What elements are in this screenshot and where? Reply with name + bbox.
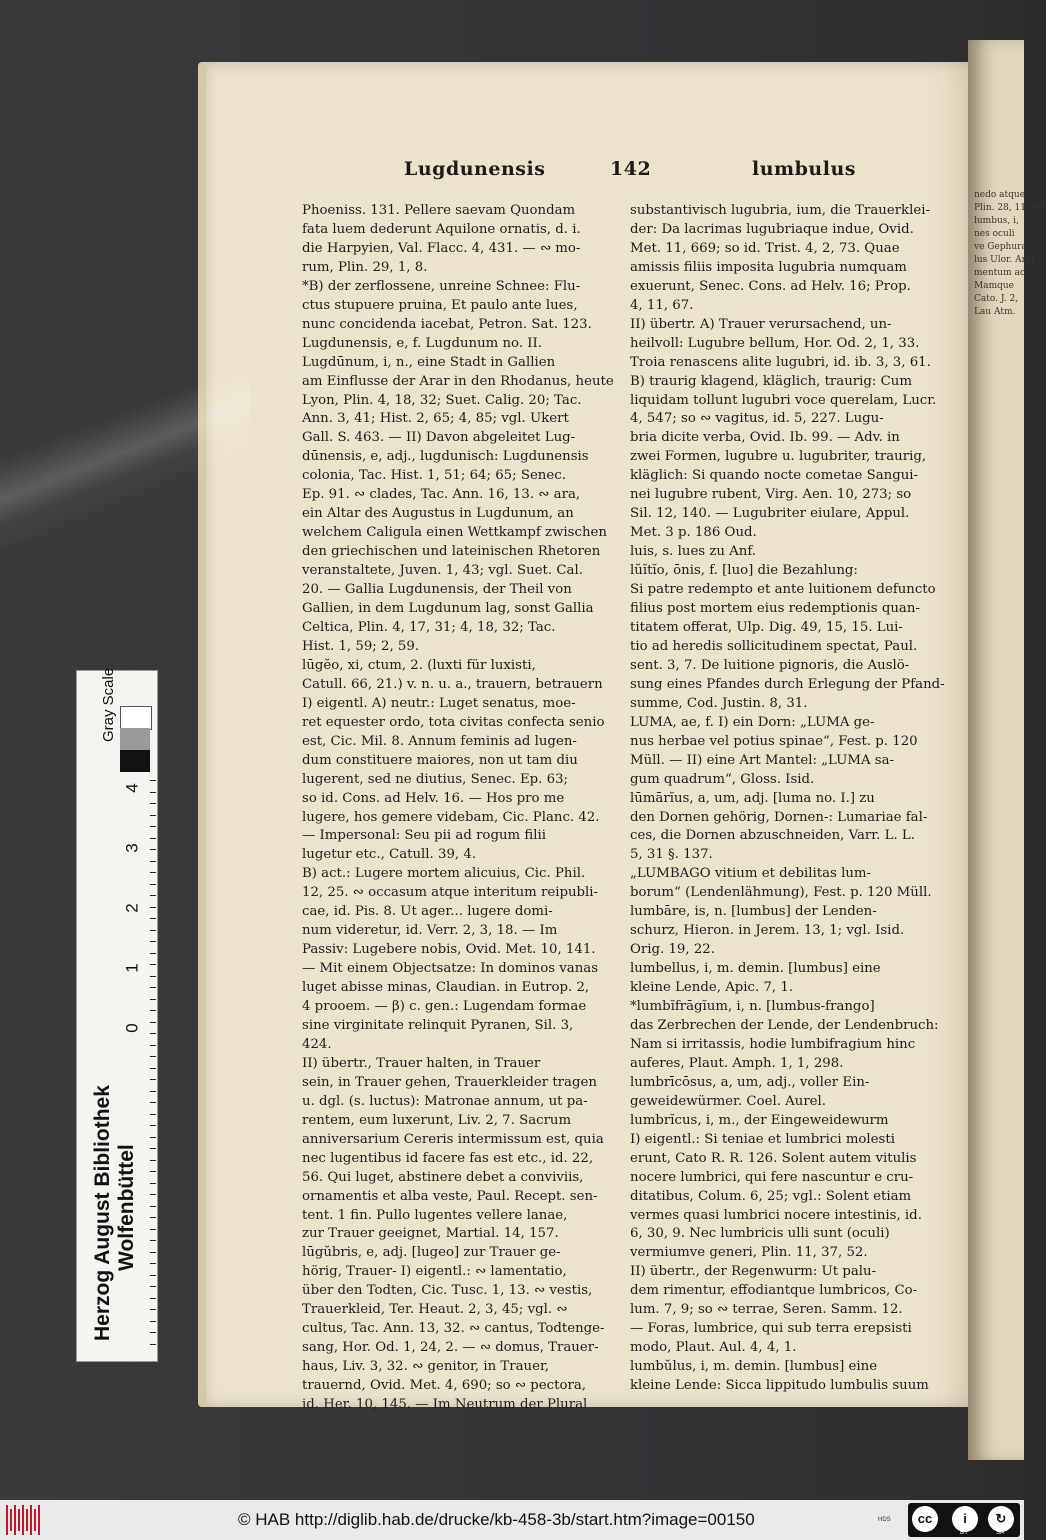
text-line: tent. 1 fin. Pullo lugentes vellere lanae,	[302, 1207, 568, 1223]
text-line: haus, Liv. 3, 32. ∾ genitor, in Trauer,	[302, 1359, 550, 1375]
text-line: Nam si irritassis, hodie lumbifragium hinc	[630, 1036, 916, 1052]
text-line: Lugdūnum, i, n., eine Stadt in Gallien	[302, 354, 556, 370]
text-line: num videretur, id. Verr. 2, 3, 18. — Im	[302, 923, 558, 939]
text-line: II) übertr. A) Trauer verursachend, un-	[630, 316, 892, 332]
ruler-tick	[150, 1252, 156, 1253]
text-line: B) act.: Lugere mortem alicuius, Cic. Phil.	[302, 866, 586, 882]
ruler-tick	[150, 1056, 156, 1057]
hab-logo-bar	[6, 1505, 8, 1535]
text-line: trauernd, Ovid. Met. 4, 690; so ∾ pectora,	[302, 1378, 586, 1394]
text-line: lūmārĭus, a, um, adj. [luma no. I.] zu	[630, 790, 875, 806]
ruler-tick	[150, 1022, 156, 1023]
text-line: hörig, Trauer- I) eigentl.: ∾ lamentatio,	[302, 1264, 567, 1280]
ruler-tick	[150, 1068, 156, 1069]
ruler-tick	[150, 1102, 156, 1103]
text-line: veranstaltete, Juven. 1, 43; vgl. Suet. Cal.	[302, 563, 583, 579]
adjacent-page-fragment: nedo atque	[974, 190, 1026, 200]
cc-sa-label: SA	[996, 1530, 1005, 1536]
text-line: 56. Qui luget, abstinere debet a conviviis,	[302, 1169, 584, 1185]
text-line: Sil. 12, 140. — Lugubriter eiulare, Appul.	[630, 506, 910, 522]
ruler-tick	[150, 907, 156, 908]
text-line: 4, 547; so ∾ vagitus, id. 5, 227. Lugu-	[630, 411, 884, 427]
ruler-tick	[150, 1286, 156, 1287]
text-line: est, Cic. Mil. 8. Annum feminis ad lugen-	[302, 733, 577, 749]
text-line: ret equester ordo, tota civitas confecta senio	[302, 714, 605, 730]
text-line: 424.	[302, 1036, 332, 1052]
text-line: sine virginitate relinquit Pyranen, Sil. 3,	[302, 1017, 574, 1033]
ruler-tick	[150, 815, 156, 816]
text-line: rentem, eum luxerunt, Liv. 2, 7. Sacrum	[302, 1112, 572, 1128]
ruler-tick	[150, 1114, 156, 1115]
adjacent-page-fragment: Lau Atm.	[974, 307, 1016, 317]
text-line: sein, in Trauer gehen, Trauerkleider tragen	[302, 1074, 597, 1090]
text-line: schurz, Hieron. in Jerem. 13, 1; vgl. Isid.	[630, 923, 905, 939]
ruler-tick	[150, 826, 156, 827]
footer-url[interactable]: © HAB http://diglib.hab.de/drucke/kb-458-3b/start.htm?image=00150	[238, 1510, 755, 1529]
adjacent-page-fragment: lumbus, i,	[974, 216, 1019, 226]
ruler-tick	[150, 780, 156, 781]
text-line: der: Da lacrimas lugubriaque indue, Ovid.	[630, 221, 914, 237]
text-line: nunc concidenda iacebat, Petron. Sat. 123.	[302, 316, 592, 332]
text-line: luget abisse minas, Claudian. in Eutrop. 2,	[302, 980, 590, 996]
adjacent-page	[968, 40, 1046, 1460]
text-line: — Foras, lumbrice, qui sub terra erepsisti	[630, 1321, 912, 1337]
ruler-tick	[150, 1183, 156, 1184]
text-line: colonia, Tac. Hist. 1, 51; 64; 65; Senec.	[302, 468, 566, 484]
text-line: Phoeniss. 131. Pellere saevam Quondam	[302, 203, 576, 218]
hab-logo-bar	[38, 1505, 40, 1535]
cc-by-label: BY	[960, 1530, 969, 1536]
ruler-tick	[150, 861, 156, 862]
ruler-number: 1	[122, 963, 142, 973]
hab-logo-icon	[6, 1505, 42, 1535]
ruler-tick	[150, 1217, 156, 1218]
text-line: Passiv: Lugebere nobis, Ovid. Met. 10, 141.	[302, 942, 596, 958]
text-line: auferes, Plaut. Amph. 1, 1, 298.	[630, 1055, 844, 1071]
ruler-tick	[150, 1171, 156, 1172]
text-line: welchem Caligula einen Wettkampf zwischen	[302, 525, 607, 541]
text-line: das Zerbrechen der Lende, der Lendenbruch:	[630, 1017, 939, 1033]
ruler-tick	[150, 987, 156, 988]
text-line: Lyon, Plin. 4, 18, 32; Suet. Calig. 20; Tac.	[302, 392, 582, 408]
text-line: 12, 25. ∾ occasum atque interitum reipubli-	[302, 885, 599, 901]
adjacent-page-fragment: Plin. 28, 11, 47;	[974, 203, 1046, 213]
text-line: *B) der zerflossene, unreine Schnee: Flu-	[302, 278, 581, 294]
text-line: I) eigentl. A) neutr.: Luget senatus, moe-	[302, 695, 576, 711]
text-line: amissis filiis imposita lugubria numquam	[630, 259, 907, 275]
hab-logo-bar	[30, 1505, 32, 1535]
text-line: Gall. S. 463. — II) Davon abgeleitet Lug-	[302, 430, 576, 446]
text-line: titatem offerat, Ulp. Dig. 49, 15, 15. Lui-	[630, 619, 903, 635]
text-line: B) traurig klagend, kläglich, traurig: Cum	[630, 373, 912, 389]
text-line: Troia renascens alite lugubri, id. ib. 3, 3, 61.	[630, 354, 931, 370]
text-line: modo, Plaut. Aul. 4, 4, 1.	[630, 1340, 797, 1356]
text-line: exuerunt, Senec. Cons. ad Helv. 16; Prop.	[630, 278, 911, 294]
text-line: „LUMBAGO vitium et debilitas lum-	[630, 866, 872, 882]
text-line: Si patre redempto et ante luitionem defuncto	[630, 582, 936, 598]
ruler-tick	[150, 1045, 156, 1046]
ruler-tick	[150, 953, 156, 954]
ruler-tick	[150, 849, 156, 850]
text-line: kleine Lende, Apic. 7, 1.	[630, 980, 794, 996]
text-line: *lumbĭfrāgĭum, i, n. [lumbus-frango]	[630, 999, 875, 1015]
right-text-column	[630, 202, 945, 1396]
text-line: kleine Lende: Sicca lippitudo lumbulis suum	[630, 1378, 929, 1394]
running-head-left: Lugdunensis	[404, 158, 546, 180]
text-line: II) übertr., Trauer halten, in Trauer	[302, 1055, 541, 1071]
text-line: Müll. — II) eine Art Mantel: „LUMA sa-	[630, 752, 895, 768]
text-line: nei lugubre rubent, Virg. Aen. 10, 273; so	[630, 487, 912, 503]
text-line: 20. — Gallia Lugdunensis, der Theil von	[302, 582, 572, 598]
text-line: substantivisch lugubria, ium, die Trauerklei-	[630, 203, 930, 218]
hab-logo-bar	[10, 1509, 12, 1531]
ruler-tick	[150, 1137, 156, 1138]
page-number: 142	[610, 158, 652, 180]
ruler-tick	[150, 1148, 156, 1149]
ruler-brand-line2: Wolfenbüttel	[115, 1144, 138, 1271]
text-line: die Harpyien, Val. Flacc. 4, 431. — ∾ mo-	[302, 240, 581, 256]
text-line: Catull. 66, 21.) v. n. u. a., trauern, betrauern	[302, 676, 603, 692]
text-line: Celtica, Plin. 4, 17, 31; 4, 18, 32; Tac.	[302, 619, 556, 635]
ruler-tick	[150, 884, 156, 885]
adjacent-page-fragment: lus Ulor. Arat	[974, 255, 1035, 265]
ruler-tick	[150, 1332, 156, 1333]
text-line: lum. 7, 9; so ∾ terrae, Seren. Samm. 12.	[630, 1302, 903, 1318]
ruler-tick	[150, 1344, 156, 1345]
text-line: borum“ (Lendenlähmung), Fest. p. 120 Müll.	[630, 885, 932, 901]
gray-swatch-white	[120, 706, 152, 730]
text-line: lūgĕo, xi, ctum, 2. (luxti für luxisti,	[302, 657, 536, 673]
ruler-tick	[150, 999, 156, 1000]
adjacent-page-fragment: ve Gephura	[974, 242, 1027, 252]
ruler-tick	[150, 803, 156, 804]
text-line: rum, Plin. 29, 1, 8.	[302, 259, 428, 275]
ruler-number: 3	[122, 843, 142, 853]
ruler-tick	[150, 1125, 156, 1126]
ruler-number: 0	[122, 1023, 142, 1033]
text-line: Lugdunensis, e, f. Lugdunum no. II.	[302, 335, 543, 351]
text-line: nus herbae vel potius spinae“, Fest. p. 120	[630, 733, 918, 749]
ruler-tick	[150, 1275, 156, 1276]
ruler-tick	[150, 1160, 156, 1161]
text-line: dum constituere maiores, non ut tam diu	[302, 752, 578, 768]
text-line: lumbellus, i, m. demin. [lumbus] eine	[630, 961, 881, 977]
scale-ruler	[76, 667, 158, 1362]
text-line: Hist. 1, 59; 2, 59.	[302, 638, 420, 654]
hab-logo-bar	[34, 1509, 36, 1531]
text-line: lūgŭbris, e, adj. [lugeo] zur Trauer ge-	[302, 1245, 561, 1261]
hab-logo-bar	[18, 1509, 20, 1531]
ruler-tick	[150, 1240, 156, 1241]
text-line: — Mit einem Objectsatze: In dominos vanas	[302, 961, 599, 977]
ruler-tick	[150, 792, 156, 793]
text-line: nec lugentibus id facere fas est etc., id. 22,	[302, 1150, 594, 1166]
text-line: den griechischen und lateinischen Rhetoren	[302, 544, 601, 560]
ruler-number: 2	[122, 903, 142, 913]
text-line: luis, s. lues zu Anf.	[630, 544, 756, 560]
text-line: lugetur etc., Catull. 39, 4.	[302, 847, 477, 863]
adjacent-page-fragment: Cato. J. 2,	[974, 294, 1019, 304]
ruler-tick	[150, 964, 156, 965]
ruler-tick	[150, 1206, 156, 1207]
text-line: über den Todten, Cic. Tusc. 1, 13. ∾ vestis,	[302, 1283, 593, 1299]
text-line: vermiumve generi, Plin. 11, 37, 52.	[630, 1245, 868, 1261]
text-line: dūnensis, e, adj., lugdunisch: Lugdunensis	[302, 449, 589, 465]
ruler-tick	[150, 895, 156, 896]
text-line: geweidewürmer. Coel. Aurel.	[630, 1093, 827, 1109]
text-line: Met. 11, 669; so id. Trist. 4, 2, 73. Quae	[630, 240, 900, 256]
text-line: LUMA, ae, f. I) ein Dorn: „LUMA ge-	[630, 714, 875, 730]
text-line: sung eines Pfandes durch Erlegung der Pfand-	[630, 676, 945, 692]
text-line: ditatibus, Colum. 6, 25; vgl.: Solent etiam	[630, 1188, 912, 1204]
text-line: ein Altar des Augustus in Lugdunum, an	[302, 506, 574, 522]
text-line: den Dornen gehörig, Dornen-: Lumariae fal-	[630, 809, 928, 825]
ruler-brand-line1: Herzog August Bibliothek	[91, 1085, 114, 1341]
text-line: sent. 3, 7. De luitione pignoris, die Auslö-	[630, 657, 910, 673]
text-line: Met. 3 p. 186 Oud.	[630, 525, 757, 541]
ruler-tick	[150, 1229, 156, 1230]
text-line: vermes quasi lumbrici nocere intestinis, id.	[630, 1207, 922, 1223]
text-line: zur Trauer geeignet, Martial. 14, 157.	[302, 1226, 559, 1242]
ruler-tick	[150, 918, 156, 919]
text-line: filius post mortem eius redemptionis quan-	[630, 601, 920, 617]
text-line: am Einflusse der Arar in den Rhodanus, heute	[302, 373, 614, 389]
text-line: summe, Cod. Justin. 8, 31.	[630, 695, 808, 711]
hab-logo-bar	[26, 1509, 28, 1531]
ruler-tick	[150, 976, 156, 977]
text-line: lumbāre, is, n. [lumbus] der Lenden-	[630, 904, 877, 920]
ruler-tick	[150, 1194, 156, 1195]
ruler-tick	[150, 1079, 156, 1080]
cc-icon: cc	[912, 1506, 938, 1532]
text-line: fata luem dederunt Aquilone ornatis, d. i.	[302, 221, 581, 237]
hab-logo-bar	[22, 1505, 24, 1535]
text-line: lumbŭlus, i, m. demin. [lumbus] eine	[630, 1359, 878, 1375]
text-line: so id. Cons. ad Helv. 16. — Hos pro me	[302, 790, 565, 806]
ruler-number: 4	[122, 783, 142, 793]
ruler-tick	[150, 1321, 156, 1322]
adjacent-page-fragment: Mamque	[974, 281, 1014, 291]
gray-swatch-black	[120, 750, 150, 772]
by-icon: i	[952, 1506, 978, 1532]
adjacent-page-fragment: mentum ac	[974, 268, 1025, 278]
text-line: Ann. 3, 41; Hist. 2, 65; 4, 85; vgl. Ukert	[302, 411, 569, 427]
text-line: 4 prooem. — β) c. gen.: Lugendam formae	[302, 999, 587, 1015]
text-line: nocere lumbrici, qui fere nascuntur e cru-	[630, 1169, 914, 1185]
text-line: ces, die Dornen abzuschneiden, Varr. L. L.	[630, 828, 915, 844]
text-line: II) übertr., der Regenwurm: Ut palu-	[630, 1264, 877, 1280]
gray-swatch-mid	[120, 728, 150, 750]
ruler-tick	[150, 1263, 156, 1264]
running-head-right: lumbulus	[752, 158, 856, 180]
text-line: Ep. 91. ∾ clades, Tac. Ann. 16, 13. ∾ ara,	[302, 487, 581, 503]
hab-logo-bar	[14, 1505, 16, 1535]
text-line: gum quadrum“, Gloss. Isid.	[630, 771, 815, 787]
text-line: bria dicite verba, Ovid. Ib. 99. — Adv. in	[630, 430, 900, 446]
ruler-tick	[150, 930, 156, 931]
text-line: kläglich: Si quando nocte cometae Sangui-	[630, 468, 919, 484]
gray-scale-label: Gray Scale	[100, 667, 117, 742]
ruler-tick	[150, 1309, 156, 1310]
adjacent-page-fragment: nes oculi	[974, 229, 1015, 239]
ruler-tick	[150, 941, 156, 942]
sa-icon: ↻	[988, 1506, 1014, 1532]
text-line: lŭĭtĭo, ōnis, f. [luo] die Bezahlung:	[630, 563, 858, 579]
text-line: liquidam tollunt lugubri voce querelam, Lucr.	[630, 392, 937, 408]
text-line: zwei Formen, lugubre u. lugubriter, traurig,	[630, 449, 927, 465]
ruler-tick	[150, 1298, 156, 1299]
text-line: — Impersonal: Seu pii ad rogum filii	[302, 828, 546, 844]
text-line: anniversarium Cereris intermissum est, quia	[302, 1131, 604, 1147]
ruler-brand	[83, 671, 141, 1361]
footer-small-label: HDS	[878, 1517, 891, 1523]
text-line: Orig. 19, 22.	[630, 942, 715, 958]
ruler-tick	[150, 1033, 156, 1034]
text-line: ctus stupuere pruina, Et paulo ante lues,	[302, 297, 578, 313]
text-line: u. dgl. (s. luctus): Matronae annum, ut pa-	[302, 1093, 588, 1109]
text-line: 4, 11, 67.	[630, 297, 694, 313]
text-line: lugere, hos gemere videbam, Cic. Planc. 42.	[302, 809, 600, 825]
text-line: ornamentis et alba veste, Paul. Recept. sen-	[302, 1188, 598, 1204]
left-text-column	[302, 202, 618, 1415]
text-line: tio ad heredis sollicitudinem spectat, Paul.	[630, 638, 918, 654]
text-line: I) eigentl.: Si teniae et lumbrici molesti	[630, 1131, 895, 1147]
text-line: lugerent, sed ne diutius, Senec. Ep. 63;	[302, 771, 569, 787]
text-line: Trauerkleid, Ter. Heaut. 2, 3, 45; vgl. ∾	[302, 1302, 568, 1318]
ruler-tick	[150, 872, 156, 873]
text-line: cae, id. Pis. 8. Ut ager... lugere domi-	[302, 904, 553, 920]
text-line: heilvoll: Lugubre bellum, Hor. Od. 2, 1, 33.	[630, 335, 920, 351]
ruler-tick	[150, 1010, 156, 1011]
text-line: erunt, Cato R. R. 126. Solent autem vitulis	[630, 1150, 917, 1166]
ruler-tick	[150, 838, 156, 839]
text-line: lumbrīcōsus, a, um, adj., voller Ein-	[630, 1074, 870, 1090]
ruler-tick	[150, 1091, 156, 1092]
text-line: sang, Hor. Od. 1, 24, 2. — ∾ domus, Trauer-	[302, 1340, 599, 1356]
text-line: cultus, Tac. Ann. 13, 32. ∾ cantus, Todtenge-	[302, 1321, 605, 1337]
text-line: Gallien, in dem Lugdunum lag, sonst Gallia	[302, 601, 594, 617]
footer-bar	[0, 1500, 1024, 1540]
cc-license-badge[interactable]	[908, 1503, 1020, 1537]
text-line: lumbrĭcus, i, m., der Eingeweidewurm	[630, 1112, 889, 1128]
text-line: id. Her. 10, 145. — Im Neutrum der Plural	[302, 1397, 588, 1413]
text-line: 6, 30, 9. Nec lumbricis ulli sunt (oculi)	[630, 1226, 890, 1242]
text-line: 5, 31 §. 137.	[630, 847, 713, 863]
text-line: dem rimentur, effodiantque lumbricos, Co-	[630, 1283, 918, 1299]
